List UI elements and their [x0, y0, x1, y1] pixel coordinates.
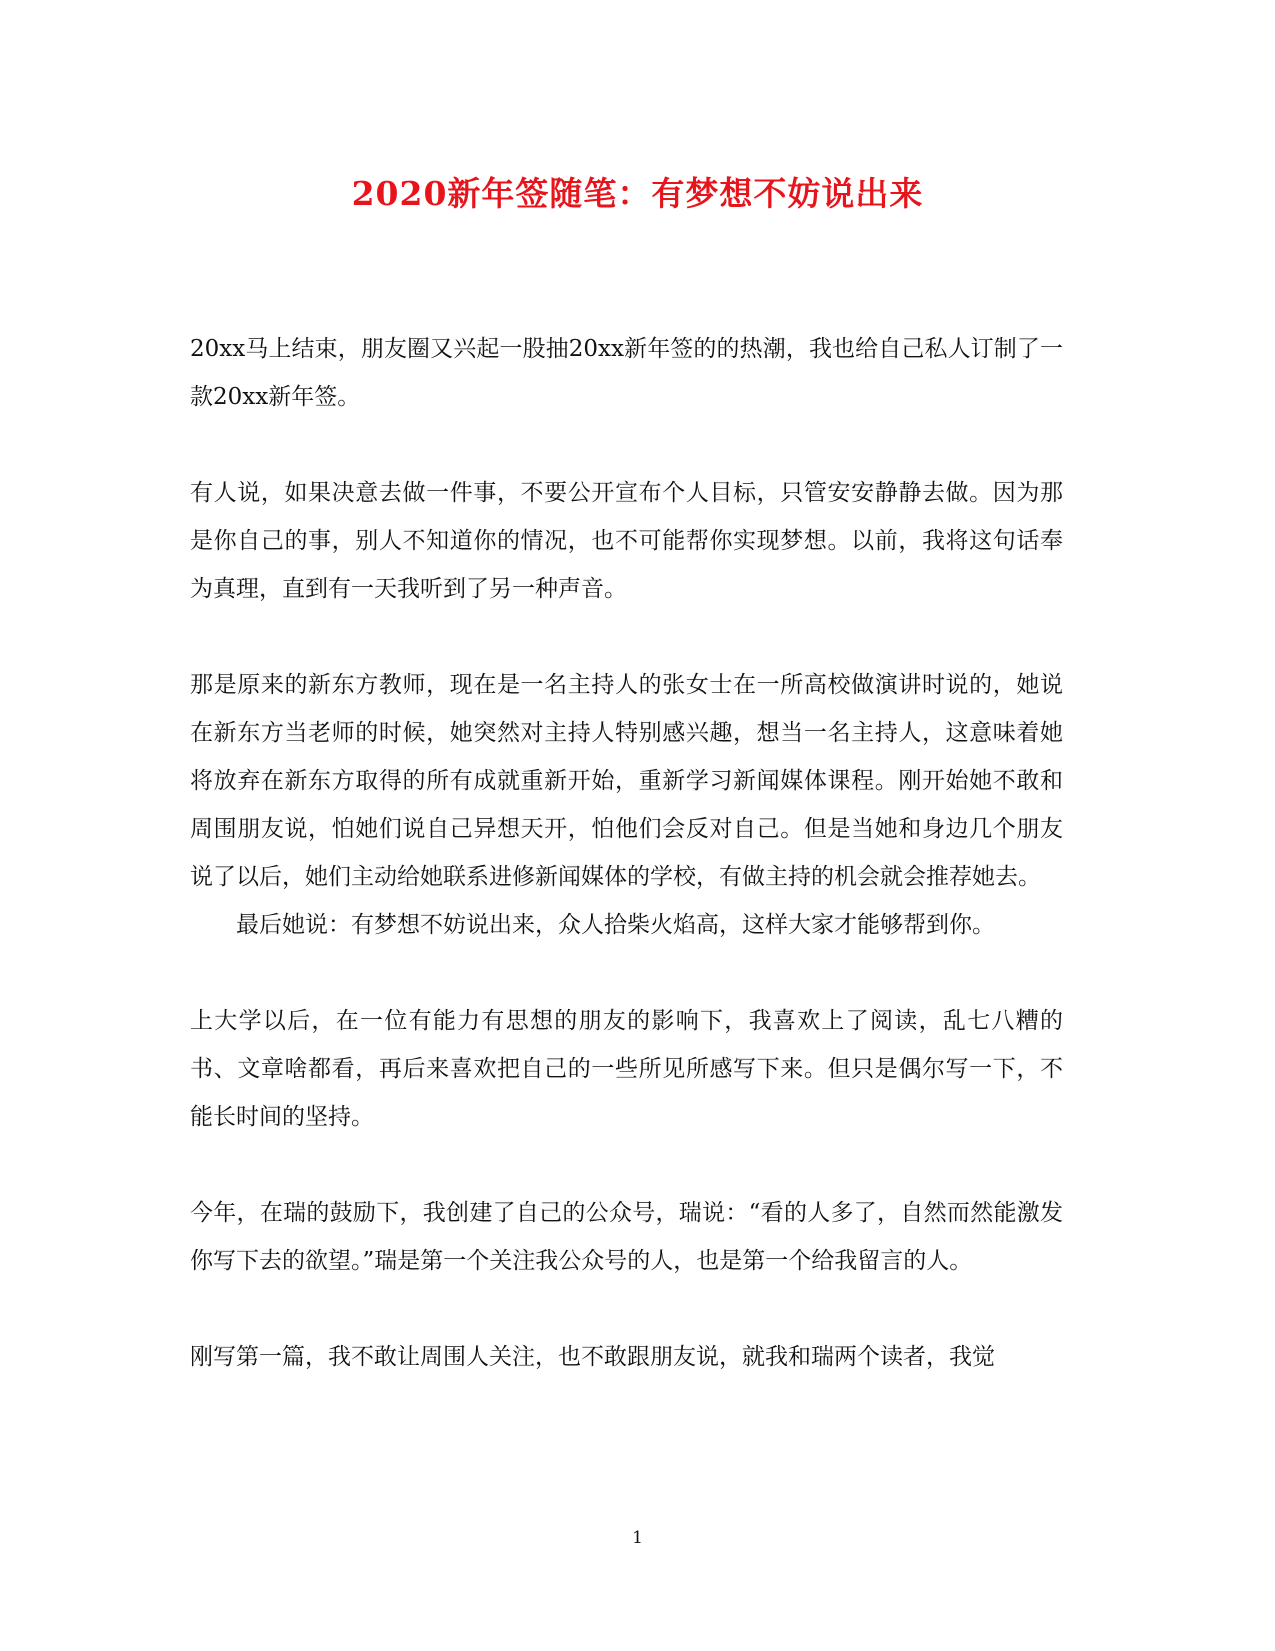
paragraph-quote: 最后她说：有梦想不妨说出来，众人拾柴火焰高，这样大家才能够帮到你。 — [236, 912, 995, 938]
page-number: 1 — [632, 1528, 643, 1548]
paragraph-story: 那是原来的新东方教师，现在是一名主持人的张女士在一所高校做演讲时说的，她说在新东方当老师的时候，她突然对主持人特别感兴趣，想当一名主持人，这意味着她将放弃在新东方取得的所有成就重新开始，重新学习新闻媒体课程。刚开始她不敢和周围朋友说，怕她们说自己异想天开，怕他们会反对自己。但是当她和身边几个朋友说了以后，她们主动给她联系进修新闻媒体的学校，有做主持的机会就会推荐她去。 — [190, 672, 1063, 890]
paragraph-wechat: 今年，在瑞的鼓励下，我创建了自己的公众号，瑞说：“看的人多了，自然而然能激发你写下去的欲望。”瑞是第一个关注我公众号的人，也是第一个给我留言的人。 — [190, 1200, 1063, 1274]
document-title: 2020新年签随笔：有梦想不妨说出来 — [351, 174, 924, 213]
paragraph-advice: 有人说，如果决意去做一件事，不要公开宣布个人目标，只管安安静静去做。因为那是你自己的事，别人不知道你的情况，也不可能帮你实现梦想。以前，我将这句话奉为真理，直到有一天我听到了另一种声音。 — [190, 480, 1063, 602]
paragraph-reading: 上大学以后，在一位有能力有思想的朋友的影响下，我喜欢上了阅读，乱七八糟的书、文章啥都看，再后来喜欢把自己的一些所见所感写下来。但只是偶尔写一下，不能长时间的坚持。 — [190, 1008, 1063, 1130]
document-body — [190, 325, 1063, 1381]
paragraph-intro: 20xx马上结束，朋友圈又兴起一股抽20xx新年签的的热潮，我也给自己私人订制了一款20xx新年签。 — [190, 336, 1063, 410]
paragraph-first-post: 刚写第一篇，我不敢让周围人关注，也不敢跟朋友说，就我和瑞两个读者，我觉 — [190, 1344, 995, 1370]
